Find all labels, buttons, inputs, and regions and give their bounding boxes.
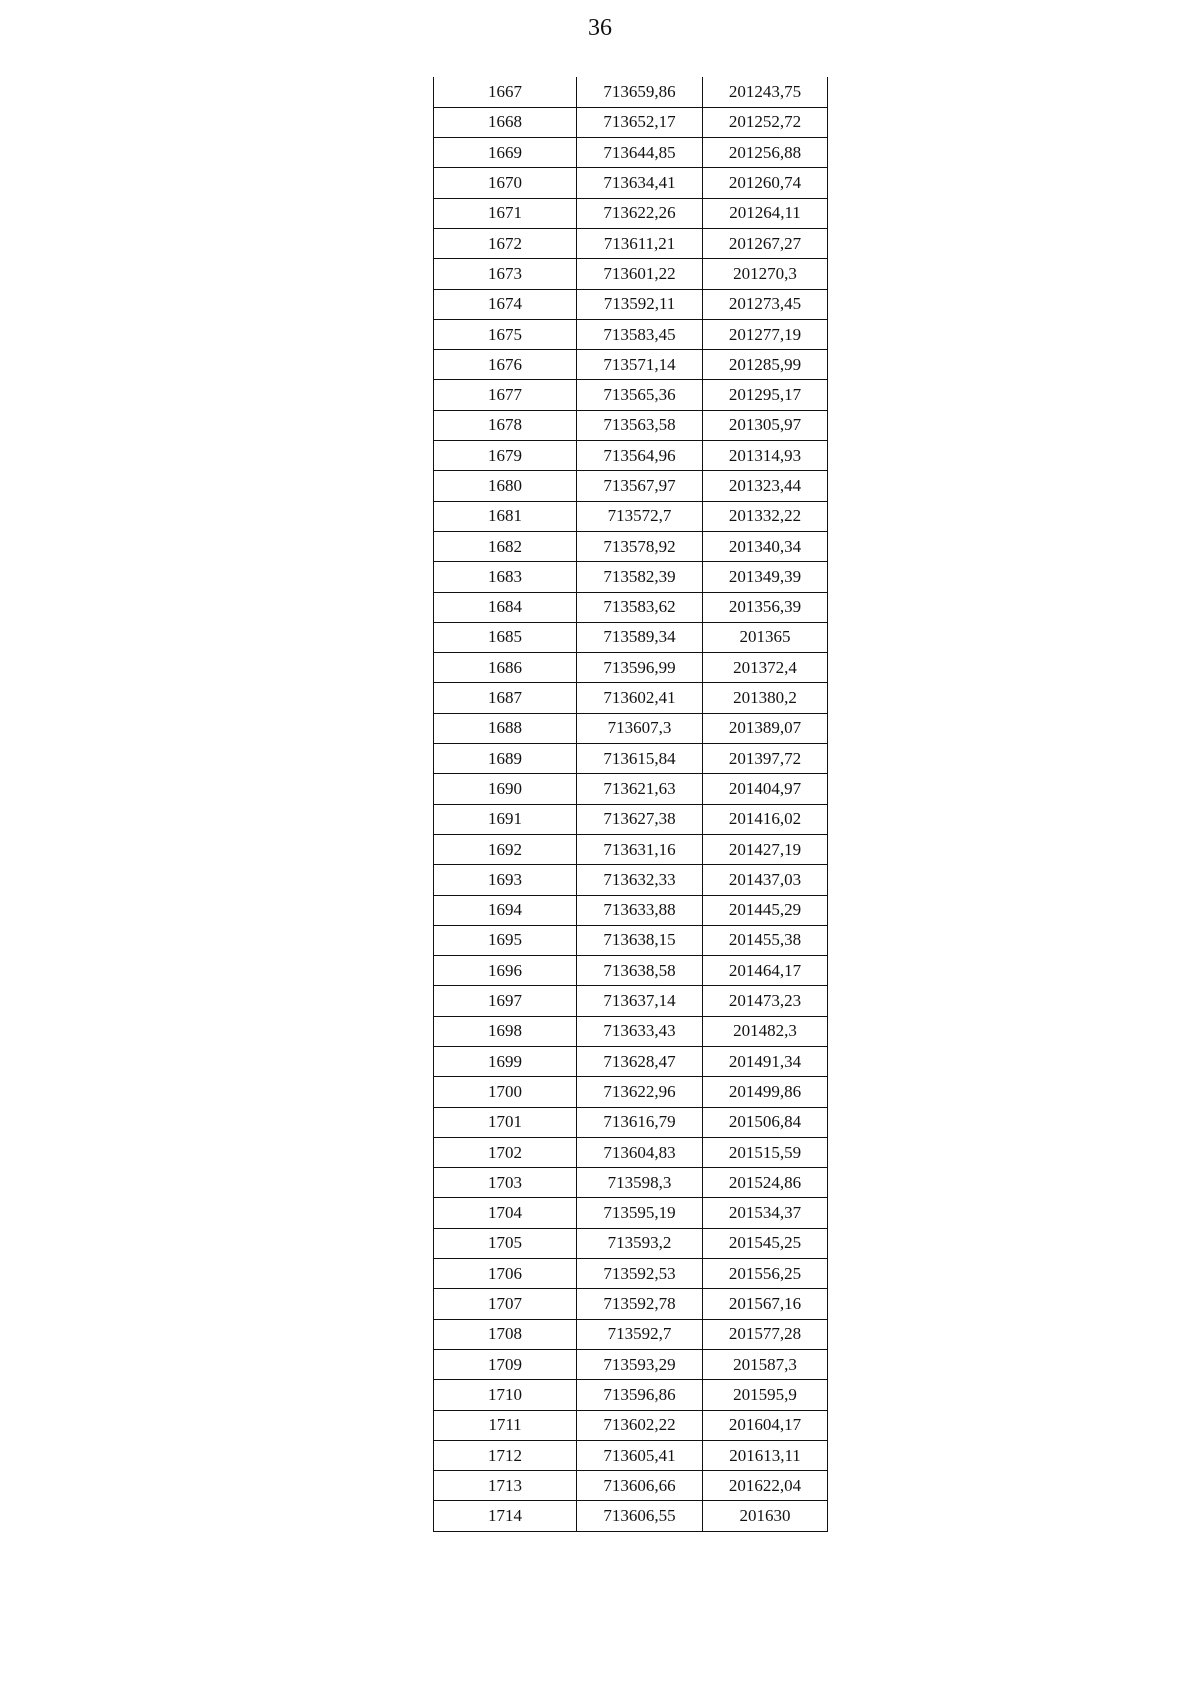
table-row [434, 653, 828, 683]
y-coordinate-cell: 201295,17 [703, 380, 828, 410]
point-number-cell: 1689 [434, 744, 577, 774]
point-number-cell: 1698 [434, 1016, 577, 1046]
x-coordinate-cell: 713615,84 [577, 744, 703, 774]
point-number-cell: 1699 [434, 1047, 577, 1077]
y-coordinate-cell: 201567,16 [703, 1289, 828, 1319]
x-coordinate-cell: 713616,79 [577, 1107, 703, 1137]
point-number-cell: 1681 [434, 501, 577, 531]
table-row [434, 1077, 828, 1107]
table-row [434, 77, 828, 107]
point-number-cell: 1700 [434, 1077, 577, 1107]
x-coordinate-cell: 713595,19 [577, 1198, 703, 1228]
table-row [434, 713, 828, 743]
y-coordinate-cell: 201587,3 [703, 1349, 828, 1379]
y-coordinate-cell: 201332,22 [703, 501, 828, 531]
point-number-cell: 1687 [434, 683, 577, 713]
x-coordinate-cell: 713563,58 [577, 410, 703, 440]
table-row [434, 562, 828, 592]
table-row [434, 1319, 828, 1349]
x-coordinate-cell: 713596,99 [577, 653, 703, 683]
y-coordinate-cell: 201243,75 [703, 77, 828, 107]
x-coordinate-cell: 713589,34 [577, 622, 703, 652]
table-row [434, 1137, 828, 1167]
point-number-cell: 1680 [434, 471, 577, 501]
table-row [434, 865, 828, 895]
y-coordinate-cell: 201499,86 [703, 1077, 828, 1107]
x-coordinate-cell: 713611,21 [577, 228, 703, 258]
table-row [434, 1289, 828, 1319]
y-coordinate-cell: 201356,39 [703, 592, 828, 622]
x-coordinate-cell: 713622,96 [577, 1077, 703, 1107]
y-coordinate-cell: 201305,97 [703, 410, 828, 440]
x-coordinate-cell: 713593,29 [577, 1349, 703, 1379]
table-row [434, 138, 828, 168]
y-coordinate-cell: 201404,97 [703, 774, 828, 804]
point-number-cell: 1674 [434, 289, 577, 319]
x-coordinate-cell: 713637,14 [577, 986, 703, 1016]
y-coordinate-cell: 201380,2 [703, 683, 828, 713]
y-coordinate-cell: 201577,28 [703, 1319, 828, 1349]
table-row [434, 1228, 828, 1258]
table-row [434, 774, 828, 804]
y-coordinate-cell: 201277,19 [703, 319, 828, 349]
x-coordinate-cell: 713592,11 [577, 289, 703, 319]
y-coordinate-cell: 201437,03 [703, 865, 828, 895]
x-coordinate-cell: 713659,86 [577, 77, 703, 107]
point-number-cell: 1709 [434, 1349, 577, 1379]
table-row [434, 1349, 828, 1379]
table-row [434, 1501, 828, 1531]
table-row [434, 441, 828, 471]
point-number-cell: 1668 [434, 107, 577, 137]
point-number-cell: 1672 [434, 228, 577, 258]
x-coordinate-cell: 713622,26 [577, 198, 703, 228]
table-row [434, 289, 828, 319]
y-coordinate-cell: 201545,25 [703, 1228, 828, 1258]
point-number-cell: 1710 [434, 1380, 577, 1410]
point-number-cell: 1703 [434, 1168, 577, 1198]
y-coordinate-cell: 201473,23 [703, 986, 828, 1016]
point-number-cell: 1711 [434, 1410, 577, 1440]
point-number-cell: 1683 [434, 562, 577, 592]
y-coordinate-cell: 201340,34 [703, 531, 828, 561]
table-row [434, 744, 828, 774]
y-coordinate-cell: 201482,3 [703, 1016, 828, 1046]
x-coordinate-cell: 713592,7 [577, 1319, 703, 1349]
y-coordinate-cell: 201372,4 [703, 653, 828, 683]
point-number-cell: 1691 [434, 804, 577, 834]
table-row [434, 501, 828, 531]
point-number-cell: 1676 [434, 350, 577, 380]
x-coordinate-cell: 713633,43 [577, 1016, 703, 1046]
x-coordinate-cell: 713601,22 [577, 259, 703, 289]
table-row [434, 1259, 828, 1289]
x-coordinate-cell: 713652,17 [577, 107, 703, 137]
y-coordinate-cell: 201524,86 [703, 1168, 828, 1198]
y-coordinate-cell: 201630 [703, 1501, 828, 1531]
x-coordinate-cell: 713572,7 [577, 501, 703, 531]
table-row [434, 259, 828, 289]
y-coordinate-cell: 201556,25 [703, 1259, 828, 1289]
table-row [434, 1440, 828, 1470]
table-row [434, 1168, 828, 1198]
point-number-cell: 1714 [434, 1501, 577, 1531]
x-coordinate-cell: 713598,3 [577, 1168, 703, 1198]
y-coordinate-cell: 201613,11 [703, 1440, 828, 1470]
x-coordinate-cell: 713583,45 [577, 319, 703, 349]
x-coordinate-cell: 713592,53 [577, 1259, 703, 1289]
x-coordinate-cell: 713596,86 [577, 1380, 703, 1410]
point-number-cell: 1713 [434, 1471, 577, 1501]
x-coordinate-cell: 713604,83 [577, 1137, 703, 1167]
y-coordinate-cell: 201260,74 [703, 168, 828, 198]
y-coordinate-cell: 201445,29 [703, 895, 828, 925]
x-coordinate-cell: 713633,88 [577, 895, 703, 925]
y-coordinate-cell: 201285,99 [703, 350, 828, 380]
y-coordinate-cell: 201365 [703, 622, 828, 652]
x-coordinate-cell: 713606,66 [577, 1471, 703, 1501]
x-coordinate-cell: 713593,2 [577, 1228, 703, 1258]
x-coordinate-cell: 713607,3 [577, 713, 703, 743]
y-coordinate-cell: 201273,45 [703, 289, 828, 319]
coordinates-table [433, 77, 828, 1532]
x-coordinate-cell: 713602,41 [577, 683, 703, 713]
point-number-cell: 1669 [434, 138, 577, 168]
y-coordinate-cell: 201389,07 [703, 713, 828, 743]
x-coordinate-cell: 713583,62 [577, 592, 703, 622]
table-row [434, 1198, 828, 1228]
coordinates-table-body [434, 77, 828, 1531]
x-coordinate-cell: 713638,15 [577, 925, 703, 955]
table-row [434, 350, 828, 380]
x-coordinate-cell: 713628,47 [577, 1047, 703, 1077]
point-number-cell: 1678 [434, 410, 577, 440]
point-number-cell: 1695 [434, 925, 577, 955]
y-coordinate-cell: 201416,02 [703, 804, 828, 834]
point-number-cell: 1696 [434, 956, 577, 986]
point-number-cell: 1692 [434, 834, 577, 864]
y-coordinate-cell: 201515,59 [703, 1137, 828, 1167]
point-number-cell: 1694 [434, 895, 577, 925]
point-number-cell: 1682 [434, 531, 577, 561]
table-row [434, 319, 828, 349]
y-coordinate-cell: 201314,93 [703, 441, 828, 471]
point-number-cell: 1697 [434, 986, 577, 1016]
table-row [434, 1380, 828, 1410]
point-number-cell: 1686 [434, 653, 577, 683]
point-number-cell: 1702 [434, 1137, 577, 1167]
y-coordinate-cell: 201264,11 [703, 198, 828, 228]
point-number-cell: 1704 [434, 1198, 577, 1228]
table-row [434, 1016, 828, 1046]
y-coordinate-cell: 201604,17 [703, 1410, 828, 1440]
x-coordinate-cell: 713631,16 [577, 834, 703, 864]
table-row [434, 986, 828, 1016]
x-coordinate-cell: 713644,85 [577, 138, 703, 168]
page-number: 36 [588, 15, 612, 41]
table-row [434, 228, 828, 258]
table-row [434, 804, 828, 834]
table-row [434, 471, 828, 501]
y-coordinate-cell: 201270,3 [703, 259, 828, 289]
point-number-cell: 1690 [434, 774, 577, 804]
table-row [434, 531, 828, 561]
y-coordinate-cell: 201491,34 [703, 1047, 828, 1077]
x-coordinate-cell: 713606,55 [577, 1501, 703, 1531]
x-coordinate-cell: 713621,63 [577, 774, 703, 804]
x-coordinate-cell: 713582,39 [577, 562, 703, 592]
table-row [434, 168, 828, 198]
point-number-cell: 1675 [434, 319, 577, 349]
table-row [434, 925, 828, 955]
table-row [434, 1107, 828, 1137]
point-number-cell: 1693 [434, 865, 577, 895]
point-number-cell: 1708 [434, 1319, 577, 1349]
point-number-cell: 1688 [434, 713, 577, 743]
point-number-cell: 1673 [434, 259, 577, 289]
table-row [434, 895, 828, 925]
table-row [434, 1047, 828, 1077]
y-coordinate-cell: 201256,88 [703, 138, 828, 168]
table-row [434, 834, 828, 864]
table-row [434, 198, 828, 228]
point-number-cell: 1706 [434, 1259, 577, 1289]
x-coordinate-cell: 713605,41 [577, 1440, 703, 1470]
y-coordinate-cell: 201397,72 [703, 744, 828, 774]
x-coordinate-cell: 713592,78 [577, 1289, 703, 1319]
y-coordinate-cell: 201506,84 [703, 1107, 828, 1137]
y-coordinate-cell: 201267,27 [703, 228, 828, 258]
x-coordinate-cell: 713567,97 [577, 471, 703, 501]
point-number-cell: 1712 [434, 1440, 577, 1470]
table-row [434, 622, 828, 652]
y-coordinate-cell: 201455,38 [703, 925, 828, 955]
x-coordinate-cell: 713565,36 [577, 380, 703, 410]
x-coordinate-cell: 713578,92 [577, 531, 703, 561]
y-coordinate-cell: 201349,39 [703, 562, 828, 592]
table-row [434, 683, 828, 713]
x-coordinate-cell: 713632,33 [577, 865, 703, 895]
table-row [434, 592, 828, 622]
y-coordinate-cell: 201464,17 [703, 956, 828, 986]
table-row [434, 956, 828, 986]
y-coordinate-cell: 201252,72 [703, 107, 828, 137]
point-number-cell: 1667 [434, 77, 577, 107]
x-coordinate-cell: 713627,38 [577, 804, 703, 834]
point-number-cell: 1671 [434, 198, 577, 228]
y-coordinate-cell: 201595,9 [703, 1380, 828, 1410]
x-coordinate-cell: 713638,58 [577, 956, 703, 986]
point-number-cell: 1701 [434, 1107, 577, 1137]
x-coordinate-cell: 713564,96 [577, 441, 703, 471]
table-row [434, 1471, 828, 1501]
y-coordinate-cell: 201323,44 [703, 471, 828, 501]
point-number-cell: 1707 [434, 1289, 577, 1319]
table-row [434, 1410, 828, 1440]
point-number-cell: 1684 [434, 592, 577, 622]
table-row [434, 410, 828, 440]
x-coordinate-cell: 713634,41 [577, 168, 703, 198]
y-coordinate-cell: 201534,37 [703, 1198, 828, 1228]
y-coordinate-cell: 201622,04 [703, 1471, 828, 1501]
table-row [434, 107, 828, 137]
table-row [434, 380, 828, 410]
point-number-cell: 1685 [434, 622, 577, 652]
x-coordinate-cell: 713571,14 [577, 350, 703, 380]
y-coordinate-cell: 201427,19 [703, 834, 828, 864]
point-number-cell: 1679 [434, 441, 577, 471]
x-coordinate-cell: 713602,22 [577, 1410, 703, 1440]
point-number-cell: 1670 [434, 168, 577, 198]
point-number-cell: 1705 [434, 1228, 577, 1258]
point-number-cell: 1677 [434, 380, 577, 410]
